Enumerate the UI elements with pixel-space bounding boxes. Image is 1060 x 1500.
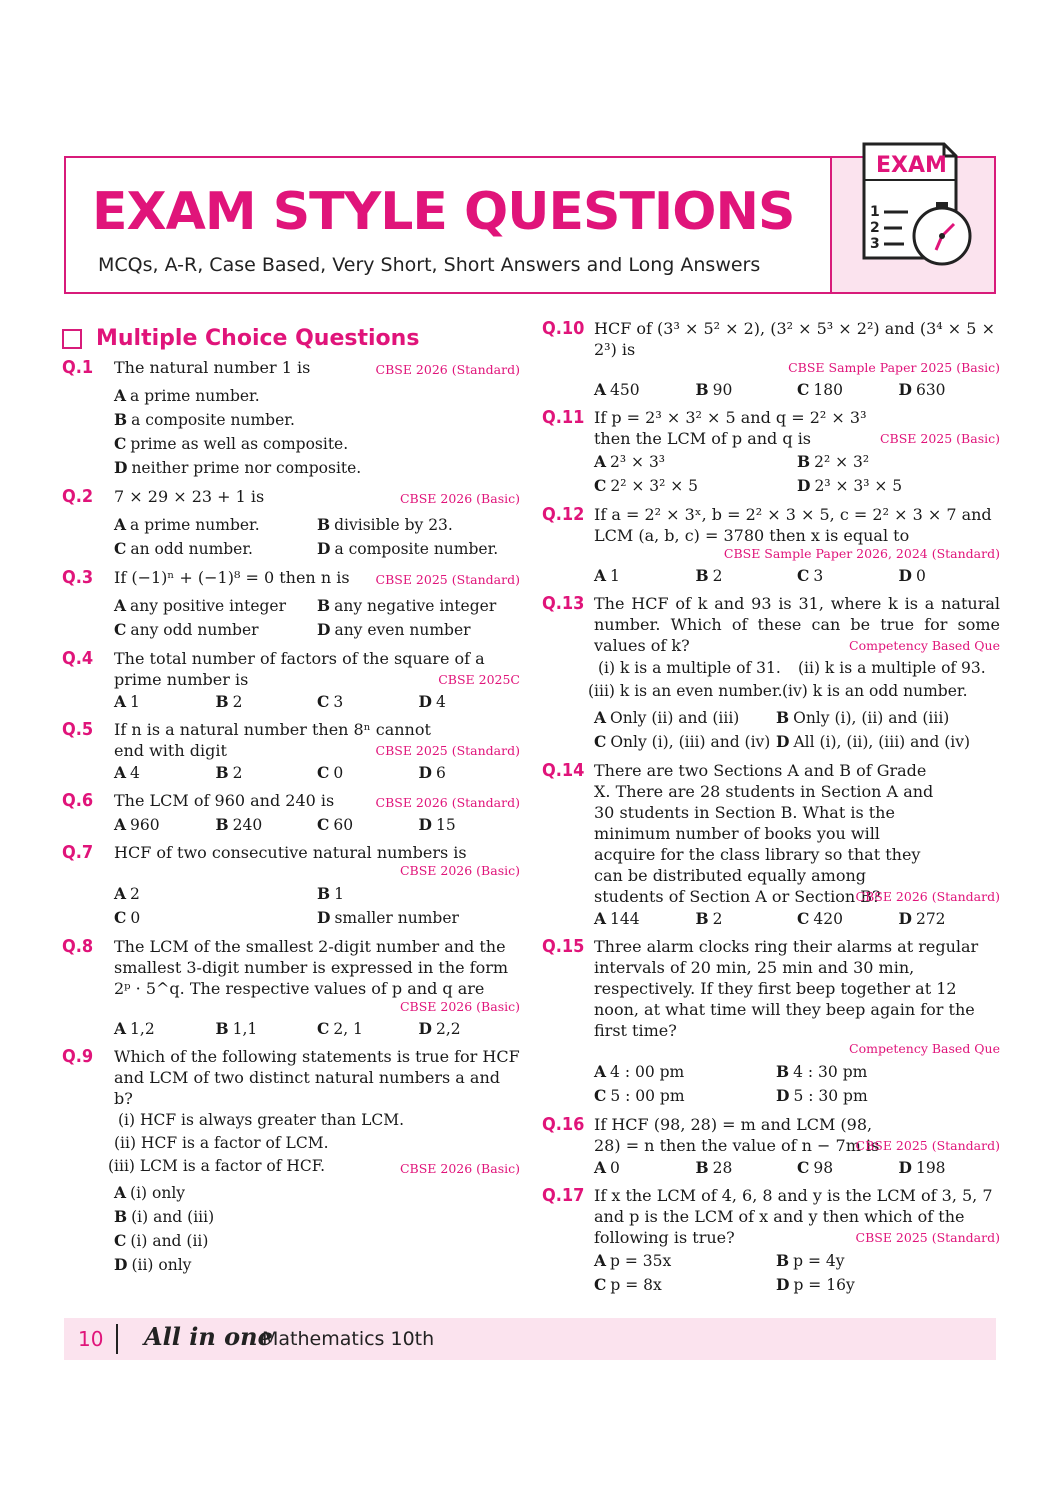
question-number: Q.10: [542, 318, 585, 339]
option-d[interactable]: D 2,2: [418, 1019, 461, 1038]
option-b[interactable]: B any negative integer: [317, 596, 497, 615]
option-b[interactable]: B a composite number.: [114, 410, 295, 429]
question-number: Q.6: [62, 790, 94, 811]
option-b[interactable]: B 2: [215, 763, 243, 782]
source-tag: CBSE Sample Paper 2026, 2024 (Standard): [723, 546, 1000, 561]
option-b[interactable]: B 1: [317, 884, 344, 903]
checkbox-icon: [62, 329, 82, 349]
question-number: Q.3: [62, 567, 94, 588]
question-15: [542, 936, 1000, 1108]
option-c[interactable]: C 3: [797, 566, 824, 585]
question-text: The HCF of k and 93 is 31, where k is a natural number. Which of these can be true for some values of k?: [594, 594, 1000, 655]
option-c[interactable]: C any odd number: [114, 620, 259, 639]
brand-logo: All in one: [144, 1322, 273, 1351]
question-number: Q.16: [542, 1114, 585, 1135]
question-number: Q.17: [542, 1185, 585, 1206]
question-text: The natural number 1 is: [114, 358, 311, 377]
option-a[interactable]: A (i) only: [114, 1183, 186, 1202]
exam-label: EXAM: [876, 153, 947, 178]
section-title: Multiple Choice Questions: [96, 326, 420, 351]
question-number: Q.1: [62, 357, 94, 378]
question-text: The LCM of 960 and 240 is: [114, 791, 335, 810]
option-d[interactable]: D (ii) only: [114, 1255, 192, 1274]
question-17: [542, 1185, 1000, 1297]
option-d[interactable]: D any even number: [317, 620, 471, 639]
option-a[interactable]: A 450: [594, 380, 640, 399]
statement: (i) k is a multiple of 31.: [598, 659, 781, 677]
option-a[interactable]: A a prime number.: [114, 515, 260, 534]
source-tag: CBSE 2025C: [438, 672, 520, 687]
question-number: Q.8: [62, 936, 94, 957]
question-text: If p = 2³ × 3² × 5 and q = 2² × 3³ then the LCM of p and q is: [594, 408, 867, 448]
option-c[interactable]: C 0: [114, 908, 141, 927]
source-tag: CBSE 2026 (Basic): [399, 491, 520, 506]
question-number: Q.4: [62, 648, 94, 669]
page-footer: [64, 1318, 996, 1360]
option-c[interactable]: C 2² × 3² × 5: [594, 476, 699, 495]
question-8: [62, 936, 520, 1040]
option-d[interactable]: D 0: [898, 566, 926, 585]
option-d[interactable]: D 2³ × 3³ × 5: [797, 476, 903, 495]
option-a[interactable]: A 4: [114, 763, 140, 782]
option-c[interactable]: C (i) and (ii): [114, 1231, 209, 1250]
option-a[interactable]: A 144: [594, 909, 640, 928]
source-tag: CBSE Sample Paper 2025 (Basic): [788, 360, 1000, 375]
option-b[interactable]: B (i) and (iii): [114, 1207, 215, 1226]
option-d[interactable]: D 5 : 30 pm: [776, 1086, 868, 1105]
option-a[interactable]: A 2: [114, 884, 140, 903]
option-a[interactable]: A p = 35x: [594, 1251, 672, 1270]
option-d[interactable]: D 4: [418, 692, 446, 711]
option-d[interactable]: D 198: [898, 1158, 946, 1177]
option-c[interactable]: C p = 8x: [594, 1275, 662, 1294]
source-tag: CBSE 2026 (Basic): [399, 999, 520, 1014]
source-tag: CBSE 2025 (Standard): [375, 572, 520, 587]
question-text: The LCM of the smallest 2-digit number and the smallest 3-digit number is expressed in the form 2ᵖ · 5^q. The respective values of p and q are: [114, 937, 509, 998]
option-c[interactable]: C 98: [797, 1158, 834, 1177]
question-12: [542, 504, 1000, 587]
question-9: [62, 1046, 520, 1277]
statement: (iii) k is an even number.: [588, 682, 783, 700]
footer-divider: [116, 1324, 118, 1354]
exam-clock-icon: [858, 140, 978, 270]
page-number: 10: [78, 1327, 104, 1351]
svg-text:3: 3: [870, 236, 880, 252]
source-tag: Competency Based Que: [849, 638, 1000, 653]
left-column: [62, 318, 520, 1283]
question-number: Q.14: [542, 760, 585, 781]
option-c[interactable]: C 2, 1: [317, 1019, 363, 1038]
question-number: Q.2: [62, 486, 94, 507]
source-tag: CBSE 2025 (Basic): [879, 431, 1000, 446]
option-b[interactable]: B 90: [695, 380, 733, 399]
option-c[interactable]: C 60: [317, 815, 354, 834]
option-c[interactable]: C Only (i), (iii) and (iv): [594, 732, 771, 751]
option-b[interactable]: B 2: [215, 692, 243, 711]
option-b[interactable]: B Only (i), (ii) and (iii): [776, 708, 950, 727]
option-c[interactable]: C 3: [317, 692, 344, 711]
option-a[interactable]: A 2³ × 3³: [594, 452, 666, 471]
question-text: The total number of factors of the square of a prime number is: [114, 649, 485, 689]
question-4: [62, 648, 520, 713]
option-a[interactable]: A 1: [594, 566, 620, 585]
option-b[interactable]: B 2² × 3²: [797, 452, 870, 471]
option-b[interactable]: B 28: [695, 1158, 733, 1177]
question-6: [62, 790, 520, 836]
question-number: Q.5: [62, 719, 94, 740]
source-tag: CBSE 2026 (Basic): [399, 1161, 520, 1176]
question-number: Q.7: [62, 842, 94, 863]
question-text: HCF of (3³ × 5² × 2), (3² × 5³ × 2²) and (3⁴ × 5 × 2³) is: [594, 319, 995, 359]
option-b[interactable]: B 4 : 30 pm: [776, 1062, 868, 1081]
option-c[interactable]: C 0: [317, 763, 344, 782]
question-text: Three alarm clocks ring their alarms at regular intervals of 20 min, 25 min and 30 min, respectively. If they first beep together at 12 noon, at what time will they beep again for the first time?: [594, 937, 979, 1040]
option-a[interactable]: A 1,2: [114, 1019, 155, 1038]
banner: [64, 156, 996, 294]
question-text: HCF of two consecutive natural numbers is: [114, 843, 467, 862]
source-tag: CBSE 2025 (Standard): [375, 743, 520, 758]
question-13: [542, 593, 1000, 754]
svg-text:2: 2: [870, 220, 880, 236]
option-b[interactable]: B 2: [695, 566, 723, 585]
option-d[interactable]: D a composite number.: [317, 539, 499, 558]
option-c[interactable]: C 420: [797, 909, 843, 928]
question-11: [542, 407, 1000, 498]
question-text: 7 × 29 × 23 + 1 is: [114, 487, 265, 506]
option-d[interactable]: D smaller number: [317, 908, 459, 927]
question-2: [62, 486, 520, 561]
option-b[interactable]: B p = 4y: [776, 1251, 845, 1270]
source-tag: CBSE 2025 (Standard): [855, 1138, 1000, 1153]
option-d[interactable]: D p = 16y: [776, 1275, 855, 1294]
page-subtitle: MCQs, A-R, Case Based, Very Short, Short Answers and Long Answers: [98, 254, 761, 276]
source-tag: CBSE 2026 (Basic): [399, 863, 520, 878]
source-tag: CBSE 2026 (Standard): [855, 889, 1000, 904]
statement: (iv) k is an odd number.: [782, 682, 968, 700]
option-a[interactable]: A 4 : 00 pm: [594, 1062, 685, 1081]
option-b[interactable]: B 1,1: [215, 1019, 258, 1038]
question-1: [62, 357, 520, 480]
question-14: [542, 760, 1000, 930]
option-c[interactable]: C 5 : 00 pm: [594, 1086, 685, 1105]
question-text: If (−1)ⁿ + (−1)⁸ = 0 then n is: [114, 568, 350, 587]
option-b[interactable]: B divisible by 23.: [317, 515, 453, 534]
option-d[interactable]: D neither prime nor composite.: [114, 458, 362, 477]
question-text: If HCF (98, 28) = m and LCM (98, 28) = n then the value of n − 7m is: [594, 1115, 880, 1155]
option-a[interactable]: A Only (ii) and (iii): [594, 708, 740, 727]
question-number: Q.13: [542, 593, 585, 614]
book-title: Mathematics 10th: [262, 1328, 435, 1350]
svg-text:1: 1: [870, 204, 880, 220]
question-number: Q.9: [62, 1046, 94, 1067]
question-number: Q.15: [542, 936, 585, 957]
option-b[interactable]: B 2: [695, 909, 723, 928]
option-d[interactable]: D 15: [418, 815, 456, 834]
statement: CBSE 2026 (Basic) (iii) LCM is a factor of HCF.: [108, 1155, 520, 1178]
option-a[interactable]: A 0: [594, 1158, 620, 1177]
option-d[interactable]: D 630: [898, 380, 946, 399]
option-a[interactable]: A any positive integer: [114, 596, 286, 615]
question-text: If n is a natural number then 8ⁿ cannot end with digit: [114, 720, 431, 760]
source-tag: CBSE 2026 (Standard): [375, 362, 520, 377]
question-text: If x the LCM of 4, 6, 8 and y is the LCM of 3, 5, 7 and p is the LCM of x and y then which of the following is true?: [594, 1186, 993, 1247]
question-text: If a = 2² × 3ˣ, b = 2² × 3 × 5, c = 2² × 3 × 7 and LCM (a, b, c) = 3780 then x is equal to: [594, 505, 992, 545]
question-number: Q.12: [542, 504, 585, 525]
question-16: [542, 1114, 1000, 1179]
option-d[interactable]: D 272: [898, 909, 946, 928]
option-c[interactable]: C prime as well as composite.: [114, 434, 349, 453]
option-c[interactable]: C an odd number.: [114, 539, 253, 558]
option-c[interactable]: C 180: [797, 380, 843, 399]
option-a[interactable]: A 1: [114, 692, 140, 711]
question-text: There are two Sections A and B of Grade X. There are 28 students in Section A and 30 students in Section B. What is the minimum number of books you will acquire for the class library so that they can be distributed equally among students of Section A or Section B?: [594, 761, 934, 906]
option-d[interactable]: D All (i), (ii), (iii) and (iv): [776, 732, 971, 751]
source-tag: CBSE 2025 (Standard): [855, 1230, 1000, 1245]
section-heading: [62, 326, 520, 351]
option-a[interactable]: A 960: [114, 815, 160, 834]
question-5: [62, 719, 520, 784]
question-10: [542, 318, 1000, 401]
option-b[interactable]: B 240: [215, 815, 263, 834]
question-number: Q.11: [542, 407, 585, 428]
statement: (ii) HCF is a factor of LCM.: [114, 1134, 329, 1152]
option-a[interactable]: A a prime number.: [114, 386, 260, 405]
question-7: [62, 842, 520, 930]
question-3: [62, 567, 520, 642]
option-d[interactable]: D 6: [418, 763, 446, 782]
question-text: Which of the following statements is true for HCF and LCM of two distinct natural numbers a and b?: [114, 1047, 520, 1108]
statement: (ii) k is a multiple of 93.: [798, 659, 986, 677]
right-column: [542, 318, 1000, 1303]
page-title: EXAM STYLE QUESTIONS: [92, 182, 795, 242]
source-tag: Competency Based Que: [849, 1041, 1000, 1056]
statement: (i) HCF is always greater than LCM.: [118, 1111, 405, 1129]
source-tag: CBSE 2026 (Standard): [375, 795, 520, 810]
